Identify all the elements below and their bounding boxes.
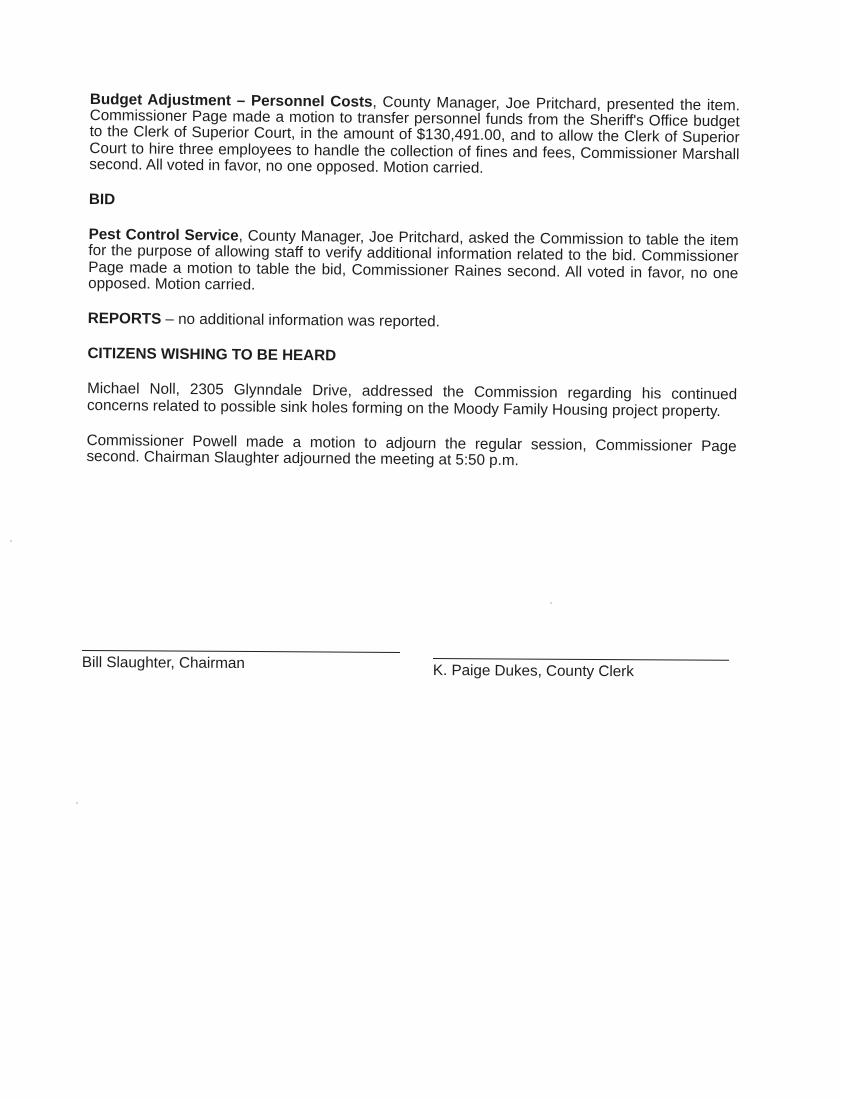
reports-heading: REPORTS (87, 310, 162, 328)
clerk-signature-block (433, 658, 729, 681)
reports-text: – no additional information was reported. (161, 310, 440, 331)
minutes-body (86, 92, 740, 490)
chairman-signature-block (82, 650, 400, 673)
chairman-signature-label: Bill Slaughter, Chairman (81, 653, 245, 672)
pest-control-paragraph (88, 227, 739, 298)
reports-paragraph (88, 311, 738, 333)
citizens-heading: CITIZENS WISHING TO BE HEARD (87, 345, 337, 365)
bid-heading: BID (88, 191, 116, 209)
clerk-signature-line (433, 658, 729, 661)
scan-speck (550, 602, 552, 604)
citizens-paragraph: Michael Noll, 2305 Glynndale Drive, addressed the Commission regarding his continued concerns related to possible sink holes forming on the Moody Family Housing project property. (86, 380, 738, 420)
adjourn-paragraph: Commissioner Powell made a motion to adjourn the regular session, Commissioner Page second. Chairman Slaughter adjourned the meeting at 5:50 p.m. (86, 431, 737, 470)
pest-control-heading: Pest Control Service (88, 226, 239, 245)
budget-adjustment-paragraph (89, 92, 740, 179)
scan-speck (10, 540, 12, 542)
pest-control-text: , County Manager, Joe Pritchard, asked the Commission to table the item for the purpose of allowing staff to verify additional information related to the bid. Commissioner Page made a motion to table the bid, Commissioner Raines second. All voted in favor, no one opposed. Motion carried. (88, 227, 739, 294)
chairman-signature-line (82, 650, 400, 653)
budget-adjustment-heading: Budget Adjustment – Personnel Costs (89, 91, 373, 111)
scan-speck (76, 802, 78, 804)
budget-adjustment-text: , County Manager, Joe Pritchard, presented the item. Commissioner Page made a motion to transfer personnel funds from the Sheriff's Office budget to the Clerk of Superior Court, in the amount of $130,491.00, and to allow the Clerk of Superior Court to hire three employees to handle the collection of fines and fees, Commissioner Marshall second. All voted in favor, no one opposed. Motion carried. (89, 93, 740, 177)
clerk-signature-label: K. Paige Dukes, County Clerk (432, 661, 634, 681)
